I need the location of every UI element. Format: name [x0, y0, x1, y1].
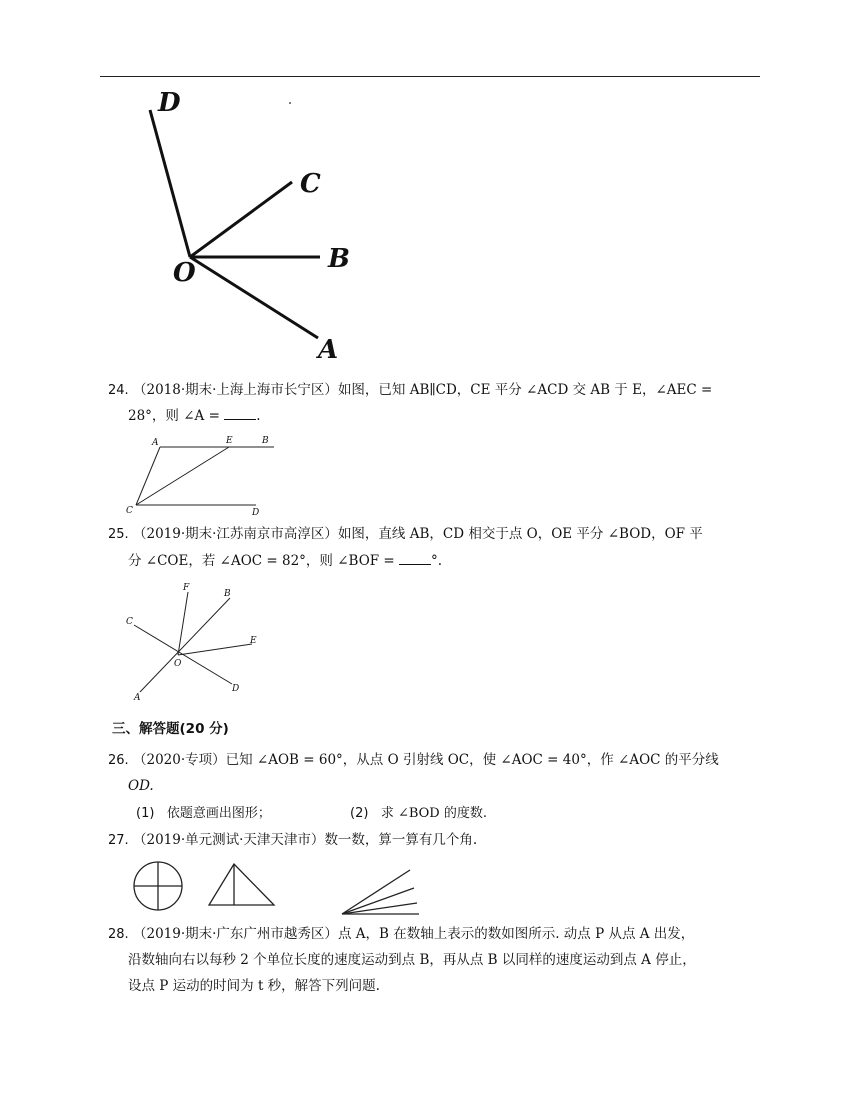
q25-source: （2019·期末·江苏南京市高淳区） — [132, 526, 338, 542]
q28-text1: 点 A，B 在数轴上表示的数如图所示. 动点 P 从点 A 出发， — [337, 926, 695, 942]
q28-line1: 28. （2019·期末·广东广州市越秀区）点 A，B 在数轴上表示的数如图所示. 动点 P 从点 A 出发， — [108, 926, 695, 942]
q24-source: （2018·期末·上海上海市长宁区） — [132, 382, 338, 398]
svg-text:B: B — [224, 589, 231, 599]
q26-source: （2020·专项） — [132, 752, 226, 768]
ray-oc — [190, 182, 292, 257]
svg-text:E: E — [226, 436, 233, 446]
svg-text:B: B — [262, 436, 269, 446]
figure-count-angles — [125, 858, 445, 920]
q25-text1: 如图，直线 AB，CD 相交于点 O，OE 平分 ∠BOD，OF 平 — [337, 526, 703, 542]
label-a: A — [318, 335, 339, 365]
ray-oa — [190, 257, 318, 338]
q27-source: （2019·单元测试·天津天津市） — [132, 832, 325, 848]
q26-text1: 已知 ∠AOB = 60°，从点 O 引射线 OC，使 ∠AOC = 40°，作 ∠AOC 的平分线 — [225, 752, 719, 768]
q27-line1: 27. （2019·单元测试·天津天津市）数一数，算一算有几个角. — [108, 832, 478, 848]
figure-intersecting-lines — [122, 580, 272, 705]
q26-line2: OD. — [128, 778, 154, 794]
speck — [289, 102, 291, 104]
svg-text:C: C — [126, 617, 133, 627]
q25-line2: 分 ∠COE，若 ∠AOC = 82°，则 ∠BOF = °. — [128, 553, 443, 569]
svg-text:C: C — [126, 506, 133, 516]
rays-shape — [342, 870, 419, 914]
label-b: B — [328, 244, 350, 274]
svg-text:O: O — [174, 659, 182, 669]
q26-subquestion-1: (1) 依题意画出图形； — [136, 806, 271, 821]
q27-text: 数一数，算一算有几个角. — [324, 832, 478, 848]
q28-line2: 沿数轴向右以每秒 2 个单位长度的速度运动到点 B，再从点 B 以同样的速度运动到点 A 停止， — [128, 952, 696, 968]
svg-text:E: E — [250, 636, 257, 646]
ray-oe — [178, 644, 252, 655]
figure-parallel-lines — [122, 433, 282, 518]
label-o: O — [173, 258, 196, 288]
label-d: D — [158, 88, 181, 118]
svg-text:D: D — [232, 684, 240, 694]
q24-text1: 如图，已知 AB∥CD，CE 平分 ∠ACD 交 AB 于 E，∠AEC = — [337, 382, 713, 398]
ray-od — [150, 110, 190, 257]
q24-line2: 28°，则 ∠A = . — [128, 408, 261, 424]
section-title: 三、解答题(20 分) — [112, 721, 229, 737]
q28-source: （2019·期末·广东广州市越秀区） — [132, 926, 338, 942]
ray-of — [178, 592, 188, 655]
figure-rays-doc — [140, 85, 370, 370]
segment-ca — [136, 447, 160, 505]
segment-ce — [136, 447, 229, 505]
q24-line1: 24. （2018·期末·上海上海市长宁区）如图，已知 AB∥CD，CE 平分 ∠ACD 交 AB 于 E，∠AEC = — [108, 382, 713, 398]
triangle-shape — [209, 864, 274, 905]
q28-line3: 设点 P 运动的时间为 t 秒，解答下列问题. — [128, 978, 380, 994]
svg-text:A: A — [134, 693, 141, 703]
svg-text:F: F — [183, 583, 190, 593]
q26-subquestion-2: (2) 求 ∠BOD 的度数. — [350, 806, 487, 821]
svg-text:D: D — [252, 508, 260, 518]
q25-line1: 25. （2019·期末·江苏南京市高淳区）如图，直线 AB，CD 相交于点 O，OE 平分 ∠BOD，OF 平 — [108, 526, 703, 542]
label-c: C — [300, 169, 321, 199]
svg-text:A: A — [152, 438, 159, 448]
header-rule — [100, 76, 760, 77]
q26-line1: 26. （2020·专项）已知 ∠AOB = 60°，从点 O 引射线 OC，使 ∠AOC = 40°，作 ∠AOC 的平分线 — [108, 752, 719, 768]
answer-blank — [224, 407, 256, 420]
answer-blank — [399, 552, 431, 565]
